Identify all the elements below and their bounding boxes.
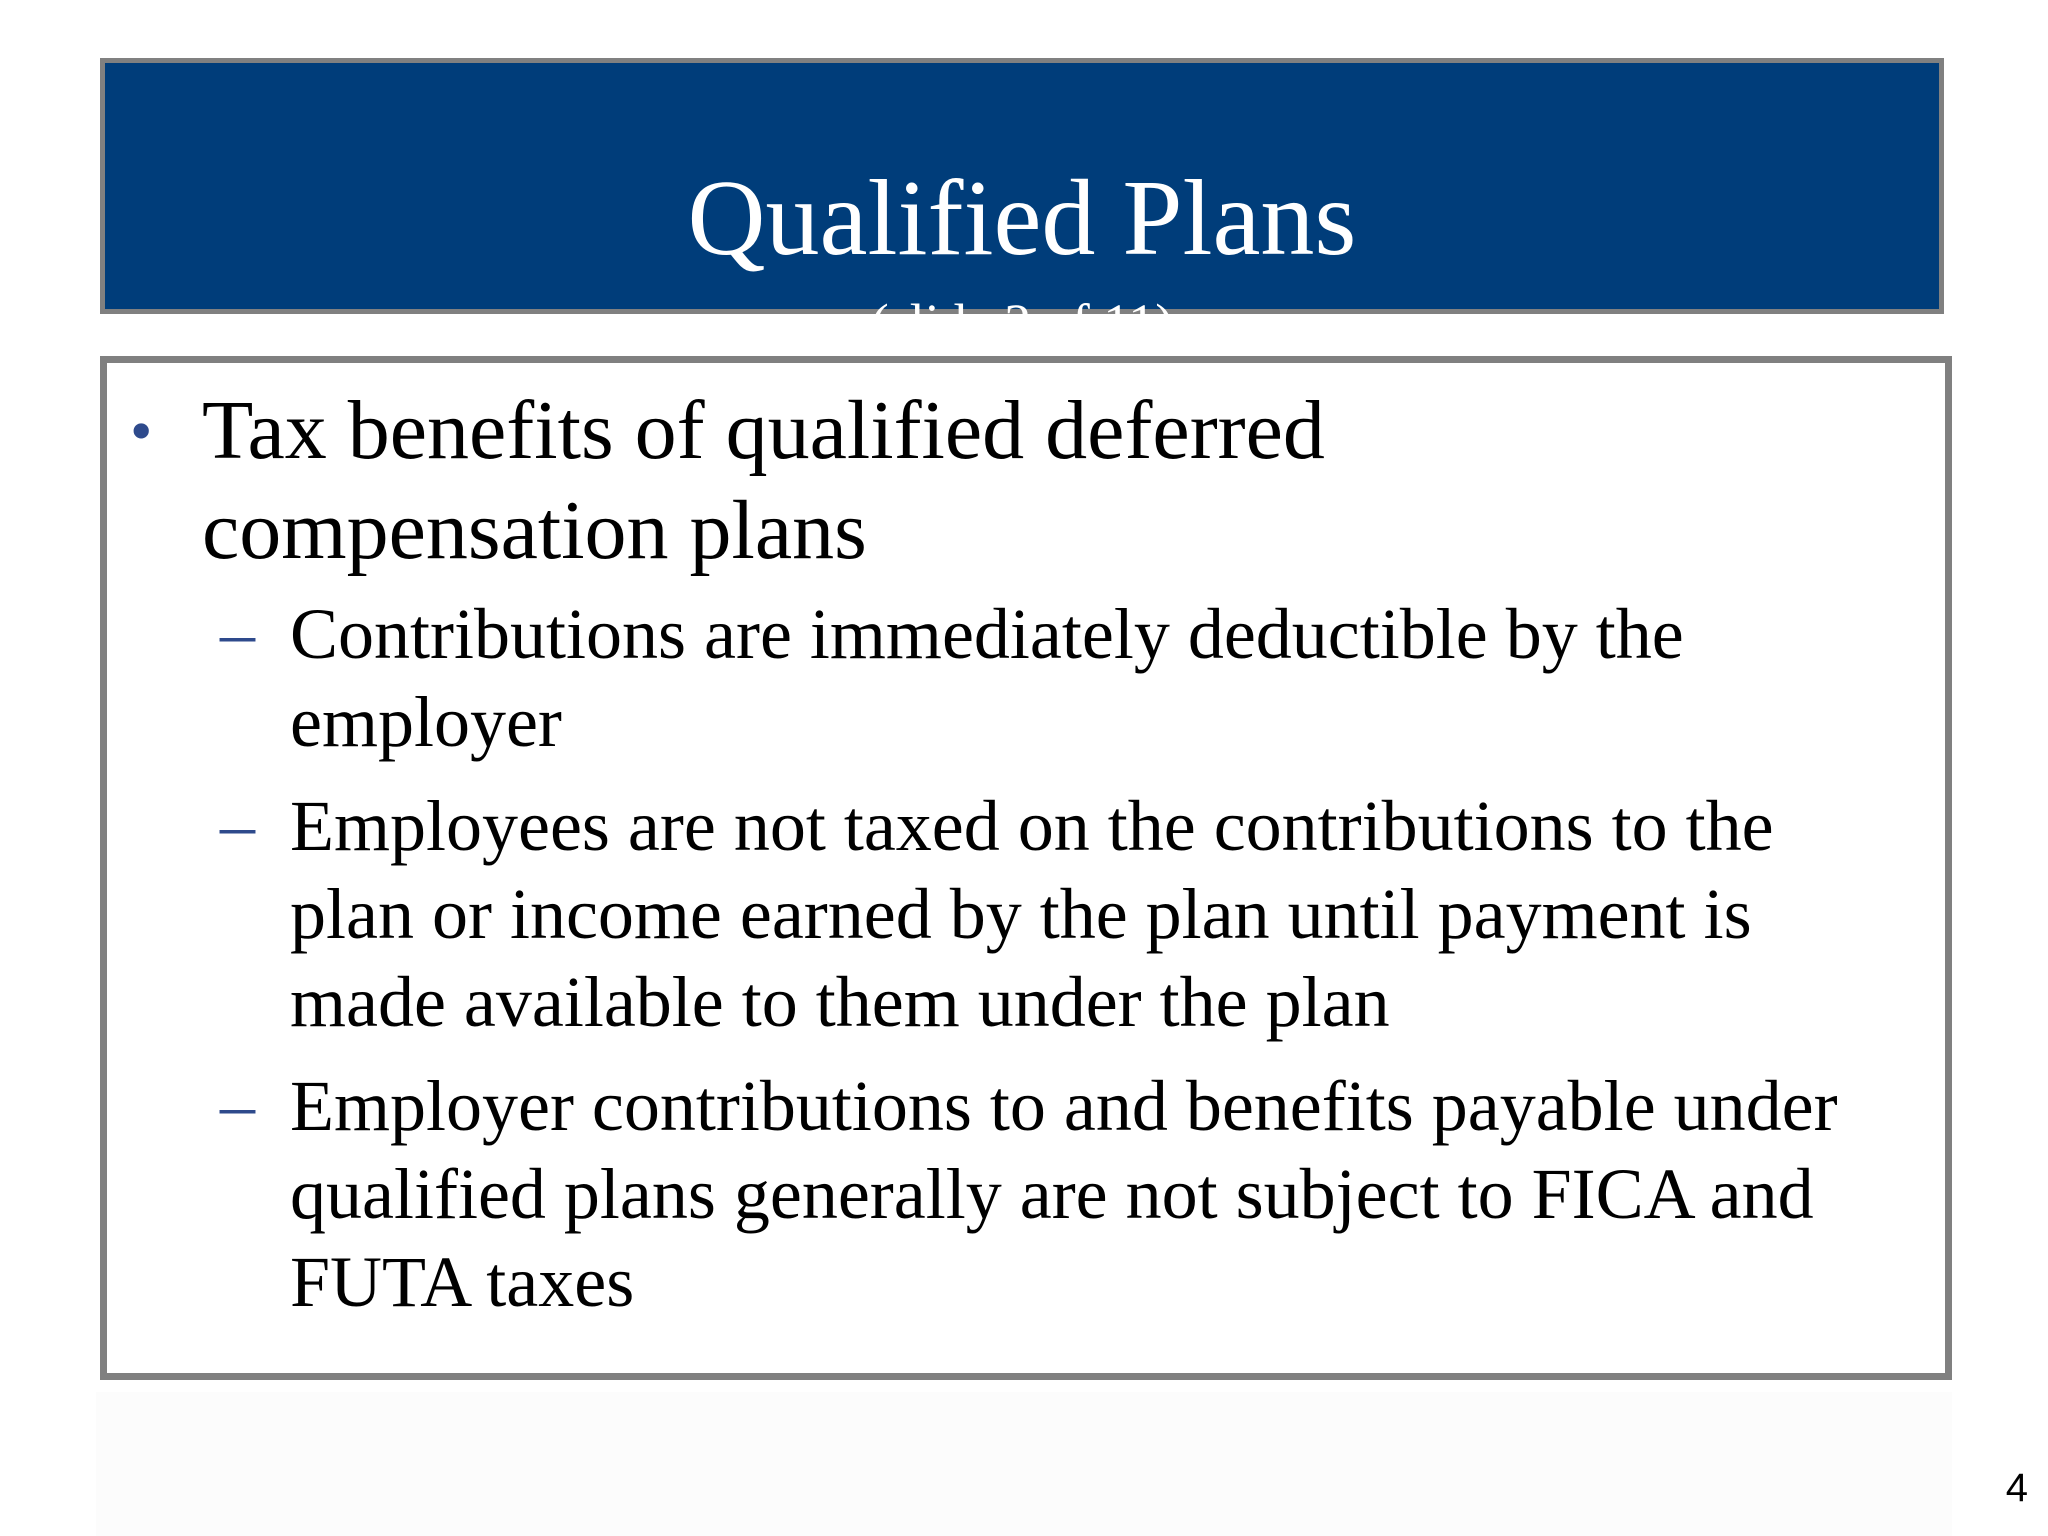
sub-bullet-item <box>220 1062 1910 1326</box>
sub-bullet-item <box>220 590 1910 766</box>
dash-marker: – <box>220 595 255 672</box>
sub-bullet-item <box>220 782 1910 1046</box>
slide-footer-band <box>96 1392 1952 1536</box>
bullet-text: Tax benefits of qualified deferred compensation plans <box>202 384 1325 577</box>
slide-title: Qualified Plans <box>687 159 1357 278</box>
bullet-item <box>130 381 1642 581</box>
dash-marker: – <box>220 1067 255 1144</box>
sub-bullet-text: Contributions are immediately deductible by the employer <box>290 594 1684 762</box>
page-number: 4 <box>2005 1466 2028 1510</box>
sub-bullet-text: Employer contributions to and benefits payable under qualified plans generally are not subject to FICA and FUTA taxes <box>290 1066 1838 1322</box>
bullet-marker: • <box>130 395 153 466</box>
slide-subtitle: (slide 2 of 11) <box>870 293 1174 353</box>
dash-marker: – <box>220 787 255 864</box>
content-panel <box>100 356 1952 1380</box>
sub-bullet-text: Employees are not taxed on the contributions to the plan or income earned by the plan until payment is made available to them under the plan <box>290 786 1774 1042</box>
sub-bullet-list <box>220 590 1910 1342</box>
title-banner <box>100 58 1944 353</box>
